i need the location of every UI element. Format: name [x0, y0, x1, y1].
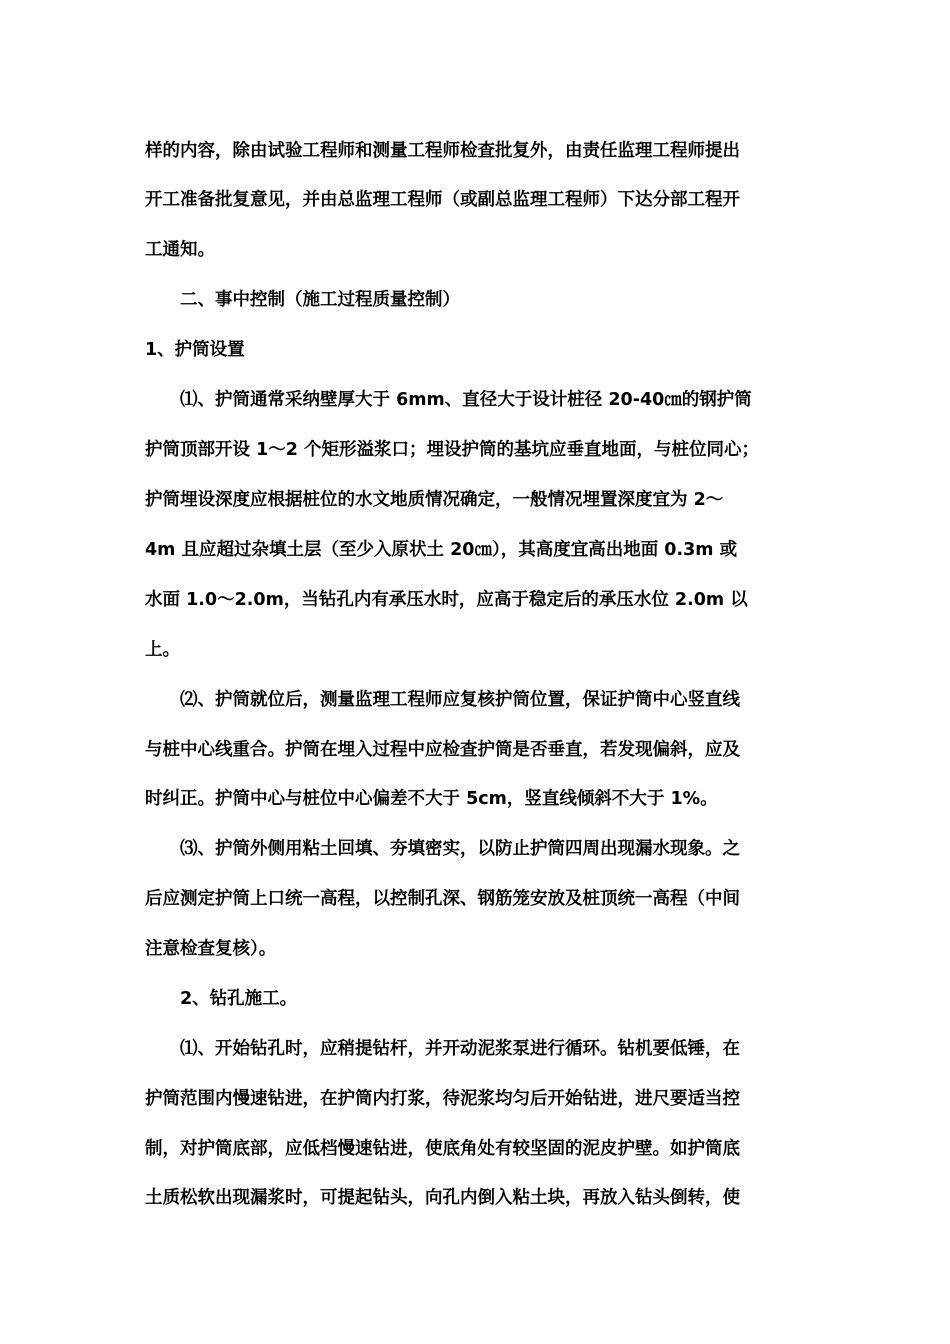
paragraph-line: 开工准备批复意见，并由总监理工程师（或副总监理工程师）下达分部工程开: [145, 190, 740, 210]
paragraph-line: 后应测定护筒上口统一高程，以控制孔深、钢筋笼安放及桩顶统一高程（中间: [145, 889, 740, 909]
paragraph-line: 样的内容，除由试验工程师和测量工程师检查批复外，由责任监理工程师提出: [145, 141, 740, 161]
paragraph-line: ⑴、开始钻孔时，应稍提钻杆，并开动泥浆泵进行循环。钻机要低锤，在: [180, 1039, 740, 1059]
paragraph-line: 土质松软出现漏浆时，可提起钻头，向孔内倒入粘土块，再放入钻头倒转，使: [145, 1188, 740, 1208]
paragraph-line: 水面 1.0～2.0m，当钻孔内有承压水时，应高于稳定后的承压水位 2.0m 以: [145, 590, 748, 610]
subsection-heading: 1、护筒设置: [145, 340, 245, 360]
paragraph-line: 护筒埋设深度应根据桩位的水文地质情况确定，一般情况埋置深度宜为 2～: [145, 490, 724, 510]
paragraph-line: ⑴、护筒通常采纳壁厚大于 6mm、直径大于设计桩径 20-40㎝的钢护筒: [180, 390, 752, 410]
paragraph-line: 上。: [145, 640, 180, 660]
paragraph-line: 注意检查复核）。: [145, 939, 277, 959]
subsection-heading: 2、钻孔施工。: [180, 989, 298, 1009]
paragraph-line: 护筒顶部开设 1～2 个矩形溢浆口；埋设护筒的基坑应垂直地面，与桩位同心；: [145, 440, 760, 460]
paragraph-line: 4m 且应超过杂填土层（至少入原状土 20㎝），其高度宜高出地面 0.3m 或: [145, 540, 738, 560]
paragraph-line: 与桩中心线重合。护筒在埋入过程中应检查护筒是否垂直，若发现偏斜，应及: [145, 740, 740, 760]
paragraph-line: 工通知。: [145, 240, 215, 260]
paragraph-line: 护筒范围内慢速钻进，在护筒内打浆，待泥浆均匀后开始钻进，进尺要适当控: [145, 1089, 740, 1109]
paragraph-line: ⑵、护筒就位后，测量监理工程师应复核护筒位置，保证护筒中心竖直线: [180, 690, 740, 710]
paragraph-line: ⑶、护筒外侧用粘土回填、夯填密实，以防止护筒四周出现漏水现象。之: [180, 839, 740, 859]
paragraph-line: 制，对护筒底部，应低档慢速钻进，使底角处有较坚固的泥皮护壁。如护筒底: [145, 1139, 740, 1159]
paragraph-line: 时纠正。护筒中心与桩位中心偏差不大于 5cm，竖直线倾斜不大于 1%。: [145, 789, 718, 809]
section-heading: 二、事中控制（施工过程质量控制）: [180, 290, 460, 310]
